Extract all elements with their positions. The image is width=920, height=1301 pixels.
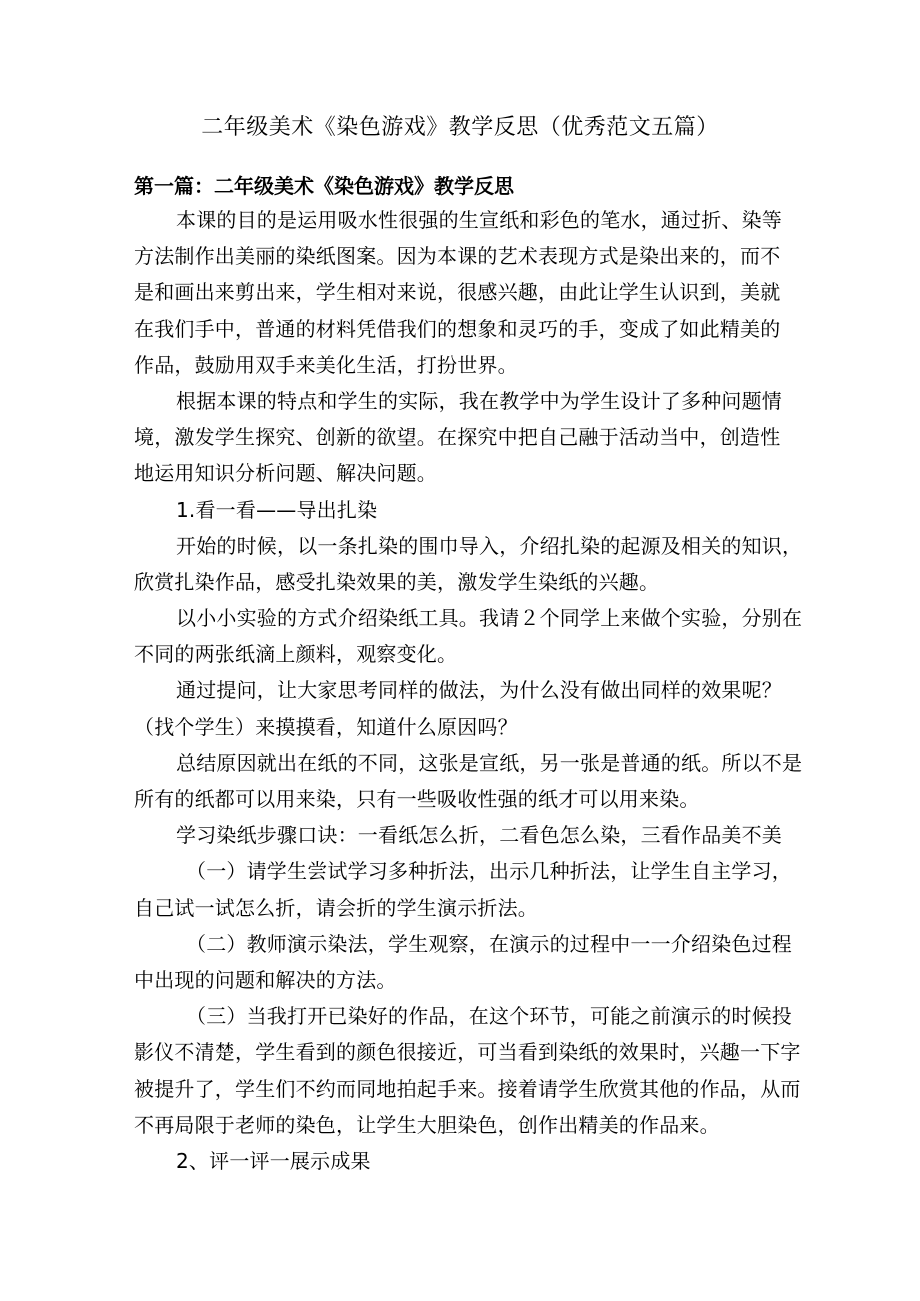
text-line: 在我们手中，普通的材料凭借我们的想象和灵巧的手，变成了如此精美的: [134, 316, 781, 341]
paragraph: [134, 926, 800, 998]
text-line: 作品，鼓励用双手来美化生活，打扮世界。: [134, 352, 518, 377]
text-line: 不再局限于老师的染色，让学生大胆染色，创作出精美的作品来。: [134, 1112, 720, 1137]
paragraph: [134, 492, 800, 528]
text-line: 本课的目的是运用吸水性很强的生宣纸和彩色的笔水，通过折、染等: [176, 208, 782, 232]
paragraph: [134, 853, 800, 925]
paragraph: [134, 1143, 800, 1179]
text-line: 1.看一看——导出扎染: [176, 497, 378, 522]
paragraph: [134, 998, 800, 1143]
text-line: 被提升了，学生们不约而同地拍起手来。接着请学生欣赏其他的作品，从而: [134, 1076, 801, 1101]
paragraph: [134, 600, 803, 672]
text-line: 方法制作出美丽的染纸图案。因为本课的艺术表现方式是染出来的，而不: [134, 244, 781, 269]
text-line: 总结原因就出在纸的不同，这张是宣纸，另一张是普通的纸。所以不是: [176, 750, 803, 775]
text-line: （找个学生）来摸摸看，知道什么原因吗？: [134, 714, 518, 739]
section-heading: 第一篇：二年级美术《染色游戏》教学反思: [134, 174, 514, 198]
text-line: 所有的纸都可以用来染，只有一些吸收性强的纸才可以用来染。: [134, 787, 700, 811]
text-line: 学习染纸步骤口诀：一看纸怎么折，二看色怎么染，三看作品美不美: [176, 823, 782, 848]
text-line: 通过提问，让大家思考同样的做法，为什么没有做出同样的效果呢？: [176, 678, 782, 703]
text-line: 是和画出来剪出来，学生相对来说，很感兴趣，由此让学生认识到，美就: [134, 280, 781, 305]
text-line: 欣赏扎染作品，感受扎染效果的美，激发学生染纸的兴趣。: [134, 569, 660, 594]
paragraph: [134, 528, 803, 600]
text-line: 影仪不清楚，学生看到的颜色很接近，可当看到染纸的效果时，兴趣一下字: [134, 1040, 801, 1065]
text-line: 根据本课的特点和学生的实际，我在教学中为学生设计了多种问题情: [176, 388, 782, 413]
document-body: [134, 170, 803, 1179]
text-line: 地运用知识分析问题、解决问题。: [134, 461, 437, 486]
text-line: 开始的时候，以一条扎染的围巾导入，介绍扎染的起源及相关的知识，: [176, 533, 803, 558]
paragraph: [134, 383, 800, 492]
paragraph: [134, 202, 800, 383]
text-line: 以小小实验的方式介绍染纸工具。我请２个同学上来做个实验，分别在: [176, 606, 803, 631]
text-line: （三）当我打开已染好的作品，在这个环节，可能之前演示的时候投: [186, 1004, 792, 1029]
text-line: 境，激发学生探究、创新的欲望。在探究中把自己融于活动当中，创造性: [134, 425, 781, 450]
document-title: 二年级美术《染色游戏》教学反思（优秀范文五篇）: [201, 115, 719, 140]
paragraph: [134, 745, 803, 817]
text-line: （一）请学生尝试学习多种折法，出示几种折法，让学生自主学习，: [186, 859, 792, 884]
text-line: 不同的两张纸滴上颜料，观察变化。: [134, 642, 458, 667]
text-line: （二）教师演示染法，学生观察，在演示的过程中一一介绍染色过程: [186, 931, 792, 956]
text-line: 自己试一试怎么折，请会折的学生演示折法。: [134, 895, 538, 920]
paragraph: [134, 817, 800, 853]
paragraph: [134, 672, 800, 744]
text-line: 中出现的问题和解决的方法。: [134, 967, 397, 992]
paragraph-list: [134, 202, 803, 1179]
text-line: 2、评一评一展示成果: [176, 1148, 371, 1173]
